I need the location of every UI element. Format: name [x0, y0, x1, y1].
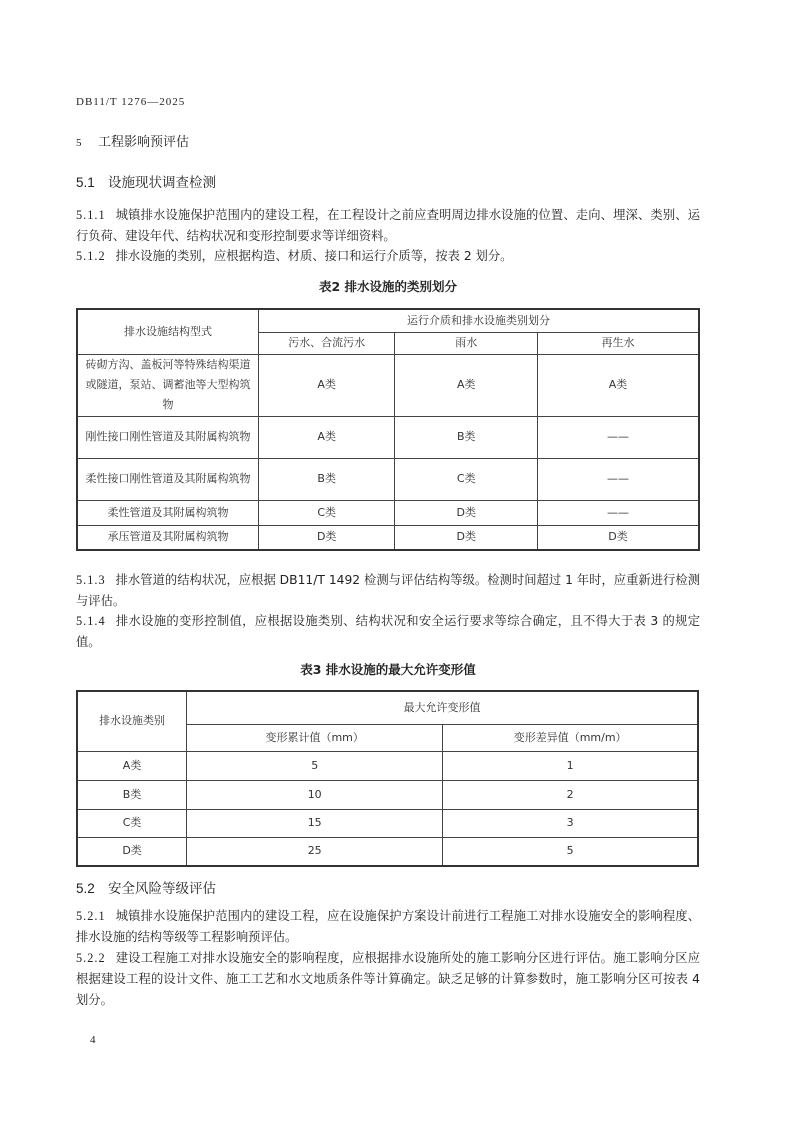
table-row [77, 416, 699, 458]
clause-number: 5.1.1 [76, 208, 106, 222]
table-cell: A类 [258, 416, 395, 458]
clause-number: 5.1.4 [76, 614, 106, 628]
table3-header-cumulative: 变形累计值（mm） [187, 724, 443, 751]
clause-text: 城镇排水设施保护范围内的建设工程，在工程设计之前应查明周边排水设施的位置、走向、埋深、类别、运行负荷、建设年代、结构状况和变形控制要求等详细资料。 [76, 208, 700, 243]
clause-5-1-1 [76, 205, 700, 247]
clause-text: 排水管道的结构状况，应根据 DB11/T 1492 检测与评估结构等级。检测时间超过 1 年时，应重新进行检测与评估。 [76, 573, 700, 608]
table-cell: 3 [443, 809, 698, 837]
clause-text: 排水设施的类别，应根据构造、材质、接口和运行介质等，按表 2 划分。 [115, 249, 513, 263]
table2-header-group: 运行介质和排水设施类别划分 [258, 309, 699, 332]
table-cell: A类 [77, 751, 187, 780]
table-row [77, 809, 698, 837]
clause-5-2-1 [76, 906, 700, 948]
table3 [76, 690, 699, 867]
table-cell: 刚性接口刚性管道及其附属构筑物 [77, 416, 258, 458]
table-cell: 5 [187, 751, 443, 780]
table3-header-group: 最大允许变形值 [187, 691, 698, 724]
table-cell: —— [538, 500, 700, 525]
section-heading-5-2 [76, 877, 216, 897]
table-row [77, 354, 699, 416]
document-header: DB11/T 1276—2025 [76, 96, 186, 108]
table-cell: 5 [443, 837, 698, 866]
clause-text: 建设工程施工对排水设施安全的影响程度，应根据排水设施所处的施工影响分区进行评估。施工影响分区应根据建设工程的设计文件、施工工艺和水文地质条件等计算确定。缺乏足够的计算参数时，施工影响分区可按表 4 划分。 [76, 951, 700, 1007]
table-cell: A类 [395, 354, 538, 416]
table2-header-type: 排水设施结构型式 [77, 309, 258, 354]
section-number: 5.2 [76, 881, 95, 896]
table-cell: B类 [258, 458, 395, 500]
table-cell: —— [538, 416, 700, 458]
table-cell: —— [538, 458, 700, 500]
section-title: 设施现状调查检测 [108, 175, 216, 191]
table-row [77, 751, 698, 780]
clause-number: 5.1.3 [76, 573, 106, 587]
clause-number: 5.2.2 [76, 951, 106, 965]
clause-5-1-4 [76, 611, 700, 653]
table3-header-category: 排水设施类别 [77, 691, 187, 751]
table2 [76, 308, 700, 551]
table-cell: B类 [395, 416, 538, 458]
table-cell: 10 [187, 780, 443, 809]
section-title: 工程影响预评估 [98, 135, 190, 150]
clause-text: 排水设施的变形控制值，应根据设施类别、结构状况和安全运行要求等综合确定，且不得大于表 3 的规定值。 [76, 614, 700, 649]
clause-text: 城镇排水设施保护范围内的建设工程，应在设施保护方案设计前进行工程施工对排水设施安全的影响程度、排水设施的结构等级等工程影响预评估。 [76, 909, 700, 944]
table2-header-sewage: 污水、合流污水 [258, 332, 395, 354]
table-cell: D类 [538, 525, 700, 550]
table-cell: D类 [258, 525, 395, 550]
table-row [77, 500, 699, 525]
clause-number: 5.2.1 [76, 909, 106, 923]
table-cell: 柔性接口刚性管道及其附属构筑物 [77, 458, 258, 500]
table-cell: A类 [258, 354, 395, 416]
table-cell: C类 [77, 809, 187, 837]
section-heading-5 [76, 131, 189, 150]
table2-header-rain: 雨水 [395, 332, 538, 354]
clause-5-1-3 [76, 570, 700, 612]
table-cell: C类 [395, 458, 538, 500]
table-cell: C类 [258, 500, 395, 525]
section-title: 安全风险等级评估 [108, 881, 216, 897]
table2-caption: 表2 排水设施的类别划分 [318, 279, 458, 294]
table3-header-differential: 变形差异值（mm/m） [443, 724, 698, 751]
table-cell: A类 [538, 354, 700, 416]
table-cell: D类 [77, 837, 187, 866]
section-number: 5.1 [76, 175, 95, 190]
table3-caption: 表3 排水设施的最大允许变形值 [300, 662, 476, 677]
page-number: 4 [90, 1034, 96, 1046]
table-cell: 1 [443, 751, 698, 780]
table-row [77, 458, 699, 500]
section-number: 5 [76, 137, 82, 149]
table-row [77, 525, 699, 550]
table2-header-reclaimed: 再生水 [538, 332, 700, 354]
table-cell: D类 [395, 525, 538, 550]
clause-number: 5.1.2 [76, 249, 106, 263]
table-row [77, 837, 698, 866]
table-cell: D类 [395, 500, 538, 525]
section-heading-5-1 [76, 171, 216, 191]
table-cell: 承压管道及其附属构筑物 [77, 525, 258, 550]
table-cell: 15 [187, 809, 443, 837]
table-cell: 砖砌方沟、盖板河等特殊结构渠道或隧道，泵站、调蓄池等大型构筑物 [77, 354, 258, 416]
clause-5-2-2 [76, 948, 700, 1010]
table-cell: 25 [187, 837, 443, 866]
table-cell: B类 [77, 780, 187, 809]
clause-5-1-2 [76, 246, 700, 267]
table-row [77, 780, 698, 809]
table-cell: 2 [443, 780, 698, 809]
table-cell: 柔性管道及其附属构筑物 [77, 500, 258, 525]
